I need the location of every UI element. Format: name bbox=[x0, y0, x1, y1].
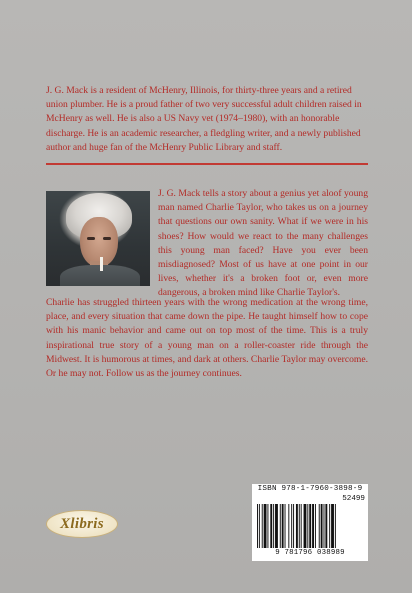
isbn-label: ISBN 978-1-7960-3898-9 bbox=[257, 485, 363, 493]
barcode-stripe bbox=[291, 504, 292, 548]
barcode-stripe bbox=[293, 504, 294, 548]
barcode-stripe bbox=[319, 504, 320, 548]
barcode-stripe bbox=[329, 504, 330, 548]
barcode-stripe bbox=[259, 504, 260, 548]
publisher-logo-text: Xlibris bbox=[60, 515, 104, 532]
barcode-stripe bbox=[321, 504, 323, 548]
barcode-stripe bbox=[315, 504, 316, 548]
barcode-stripe bbox=[312, 504, 314, 548]
barcode-stripe bbox=[275, 504, 278, 548]
barcode-stripe bbox=[299, 504, 300, 548]
barcode-stripe bbox=[262, 504, 263, 548]
barcode-stripe bbox=[307, 504, 308, 548]
barcode-stripe bbox=[288, 504, 289, 548]
author-bio: J. G. Mack is a resident of McHenry, Illinois, for thirty-three years and a retired union plumber. He is a proud father of two very successful adult children raised in McHenry as well. He is also a US Navy vet (1974–1980), with an honorable discharge. He is an academic researcher, a fledgling writer, and a newly published author and huge fan of the McHenry Public Library and staff. bbox=[46, 85, 362, 153]
barcode-stripe bbox=[296, 504, 298, 548]
barcode-stripe bbox=[264, 504, 267, 548]
photo-eye-left bbox=[87, 237, 95, 240]
photo-cigarette bbox=[100, 257, 103, 271]
barcode-stripe bbox=[267, 504, 268, 548]
author-photo bbox=[46, 191, 150, 286]
barcode-stripe bbox=[304, 504, 307, 548]
photo-face bbox=[80, 217, 118, 267]
barcode-stripe bbox=[285, 504, 286, 548]
book-blurb: J. G. Mack tells a story about a genius yet aloof young man named Charlie Taylor, who takes us on a journey that questions our own sanity. What if we were in his shoes? How would we react to the many challenges this young man faced? Have you ever been misdiagnosed? Most of us have at one point in our lives, whether it's a broken foot or, even more dangerous, a broken mind like Charlie Taylor's. bbox=[158, 188, 368, 299]
barcode-stripe bbox=[325, 504, 327, 548]
isbn-barcode bbox=[252, 484, 368, 561]
story-summary: Charlie has struggled thirteen years with the wrong medication at the wrong time, place, and every situation that came down the pipe. He taught himself how to cope with his manic behavior and came out on top most of the time. This is a truly inspirational true story of a young man on a roller-coaster ride through the Midwest. It is humorous at times, and dark at others. Charlie Taylor may overcome. Or he may not. Follow us as the journey continues. bbox=[46, 297, 368, 380]
barcode-stripe bbox=[335, 504, 336, 548]
barcode-stripe bbox=[273, 504, 274, 548]
ean-digits: 9 781796 038989 bbox=[275, 549, 345, 557]
barcode-stripe bbox=[280, 504, 281, 548]
barcode-stripe bbox=[270, 504, 272, 548]
barcode-stripe bbox=[331, 504, 334, 548]
barcode-stripe bbox=[282, 504, 284, 548]
photo-eye-right bbox=[103, 237, 111, 240]
barcode-stripe bbox=[309, 504, 311, 548]
barcode-bars bbox=[257, 504, 363, 548]
barcode-stripe bbox=[257, 504, 258, 548]
price-code: 52499 bbox=[342, 495, 365, 503]
barcode-stripe bbox=[301, 504, 302, 548]
publisher-logo bbox=[46, 510, 118, 538]
barcode-stripe bbox=[324, 504, 325, 548]
divider-rule bbox=[46, 163, 368, 165]
